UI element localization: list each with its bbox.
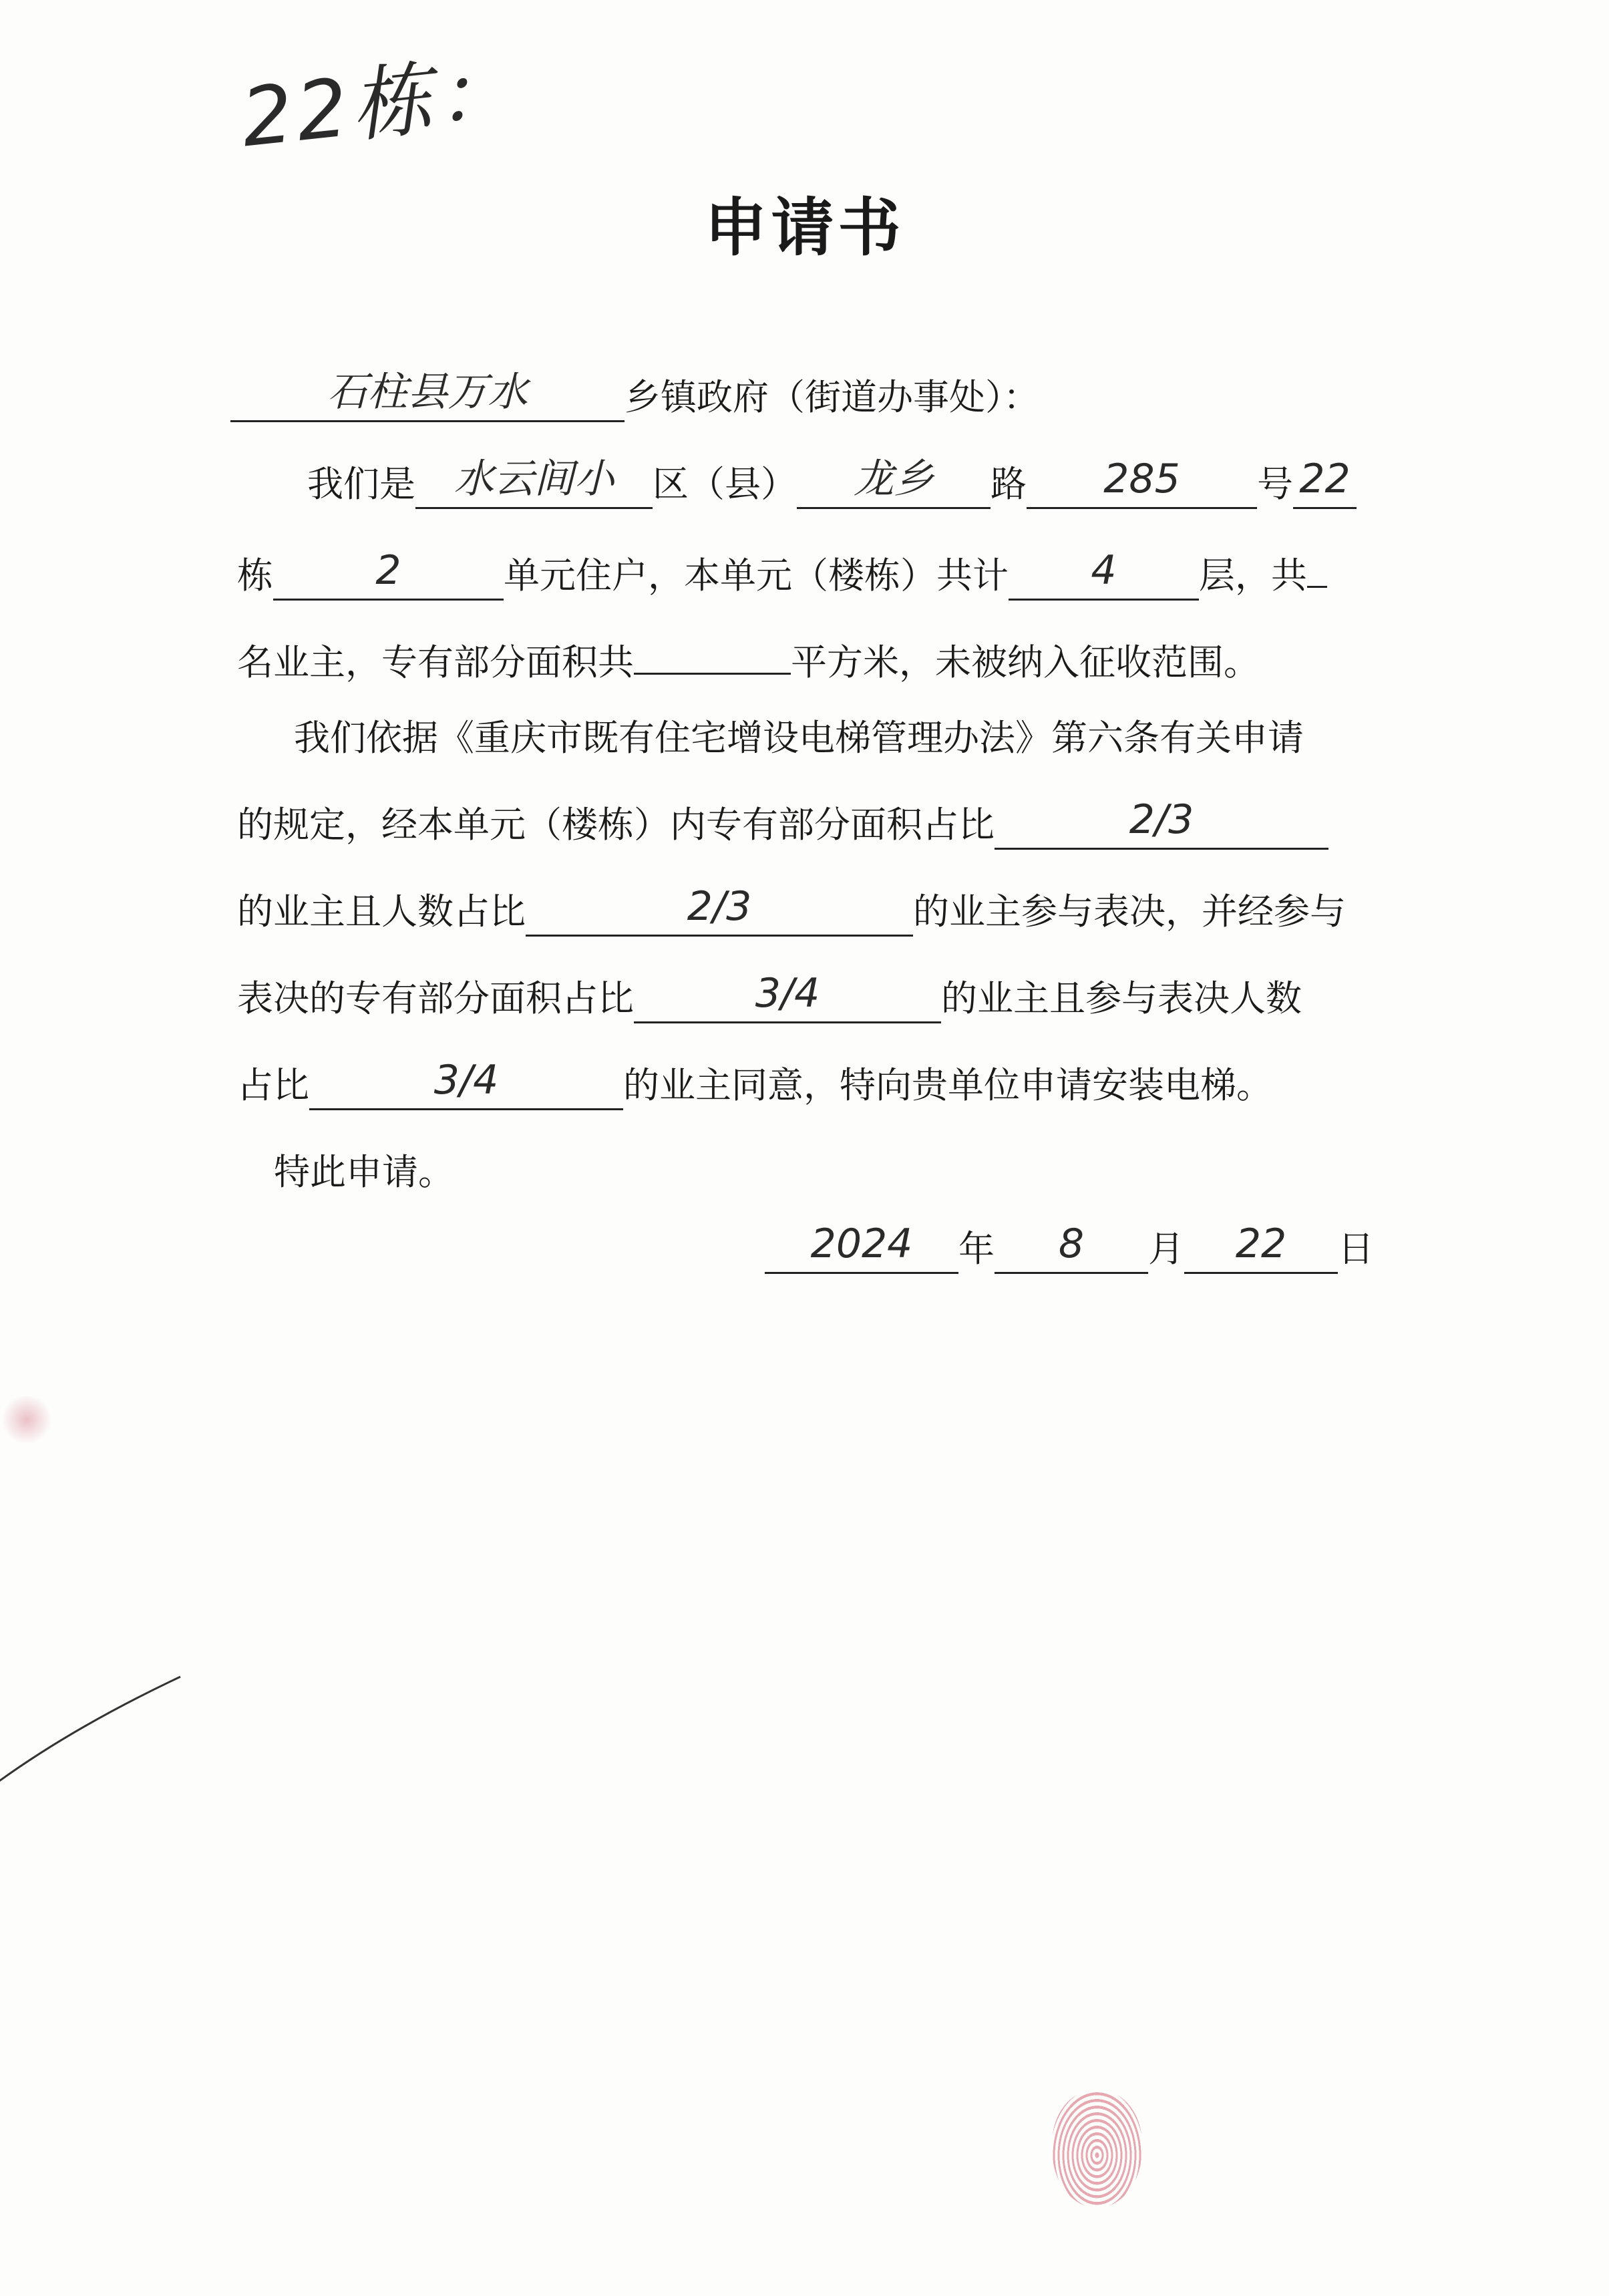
scan-arc-mark: [0, 1670, 187, 1844]
para2-text5b: 的业主同意，特向贵单位申请安装电梯。: [623, 1064, 1272, 1106]
area-blank: [634, 625, 791, 675]
addressee-handwritten: 石柱县万水: [327, 369, 528, 416]
area-ratio-handwritten: 2/3: [1129, 796, 1194, 843]
closing-text: 特此申请。: [274, 1151, 454, 1193]
handwritten-note: 22栋：: [236, 43, 524, 166]
para2-line4: [237, 965, 1406, 1032]
building-label: 栋: [237, 554, 273, 597]
closing-line: [274, 1139, 1443, 1206]
para1-line1: [307, 451, 1476, 518]
para2-line5: [237, 1052, 1406, 1119]
voted-area-ratio-blank: [634, 970, 941, 1023]
street-blank: [797, 456, 991, 509]
voted-area-ratio-handwritten: 3/4: [755, 970, 820, 1017]
date-line: [765, 1216, 1406, 1283]
para2-text2: 的规定，经本单元（楼栋）内专有部分面积占比: [237, 804, 995, 846]
day-blank: [1184, 1220, 1338, 1274]
day-handwritten: 22: [1235, 1220, 1287, 1267]
number-handwritten: 285: [1103, 456, 1180, 502]
addressee-line: [230, 364, 1399, 431]
para1-prefix: 我们是: [307, 463, 415, 505]
number-label: 号: [1257, 463, 1293, 505]
voted-people-ratio-blank: [309, 1057, 623, 1110]
floors-label: 层，共: [1199, 554, 1307, 597]
para2-line2: [237, 792, 1406, 858]
owners-blank: [1307, 538, 1327, 588]
owners-text: 名业主，专有部分面积共: [237, 641, 634, 683]
month-blank: [995, 1220, 1148, 1274]
addressee-suffix: 乡镇政府（街道办事处）：: [624, 376, 1039, 418]
area-ratio-blank: [995, 796, 1328, 850]
community-blank: [415, 456, 653, 509]
unit-text: 单元住户，本单元（楼栋）共计: [504, 554, 1009, 597]
building-handwritten: 22: [1299, 456, 1351, 502]
month-label: 月: [1148, 1228, 1184, 1270]
para2-text5: 占比: [237, 1064, 309, 1106]
fingerprint-stamp: [1052, 2091, 1142, 2208]
para2-text3: 的业主且人数占比: [237, 890, 526, 933]
number-blank: [1027, 456, 1257, 509]
para1-line3: [237, 625, 1406, 691]
area-text: 平方米，未被纳入征收范围。: [791, 641, 1260, 683]
unit-blank: [273, 547, 504, 601]
para2-line1: [294, 705, 1463, 772]
year-handwritten: 2024: [810, 1220, 913, 1267]
para2-text4b: 的业主且参与表决人数: [941, 977, 1302, 1019]
people-ratio-handwritten: 2/3: [687, 883, 752, 930]
para1-line2: [237, 538, 1406, 605]
year-label: 年: [958, 1228, 995, 1270]
para2-line3: [237, 878, 1406, 945]
voted-people-ratio-handwritten: 3/4: [433, 1057, 499, 1104]
ink-speck: [0, 1396, 53, 1443]
day-label: 日: [1338, 1228, 1374, 1270]
district-label: 区（县）: [653, 463, 797, 505]
people-ratio-blank: [526, 883, 913, 937]
para2-text4: 表决的专有部分面积占比: [237, 977, 634, 1019]
unit-handwritten: 2: [375, 547, 401, 594]
road-label: 路: [991, 463, 1027, 505]
building-blank: [1293, 456, 1357, 509]
para2-text3b: 的业主参与表决，并经参与: [913, 890, 1346, 933]
para2-text1: 我们依据《重庆市既有住宅增设电梯管理办法》第六条有关申请: [294, 717, 1304, 759]
community-handwritten: 水云间小: [454, 456, 614, 502]
addressee-blank: [230, 369, 624, 422]
street-handwritten: 龙乡: [854, 456, 934, 502]
document-title: 申请书: [704, 191, 905, 265]
month-handwritten: 8: [1058, 1220, 1085, 1267]
year-blank: [765, 1220, 958, 1274]
floors-handwritten: 4: [1091, 547, 1117, 594]
floors-blank: [1009, 547, 1199, 601]
